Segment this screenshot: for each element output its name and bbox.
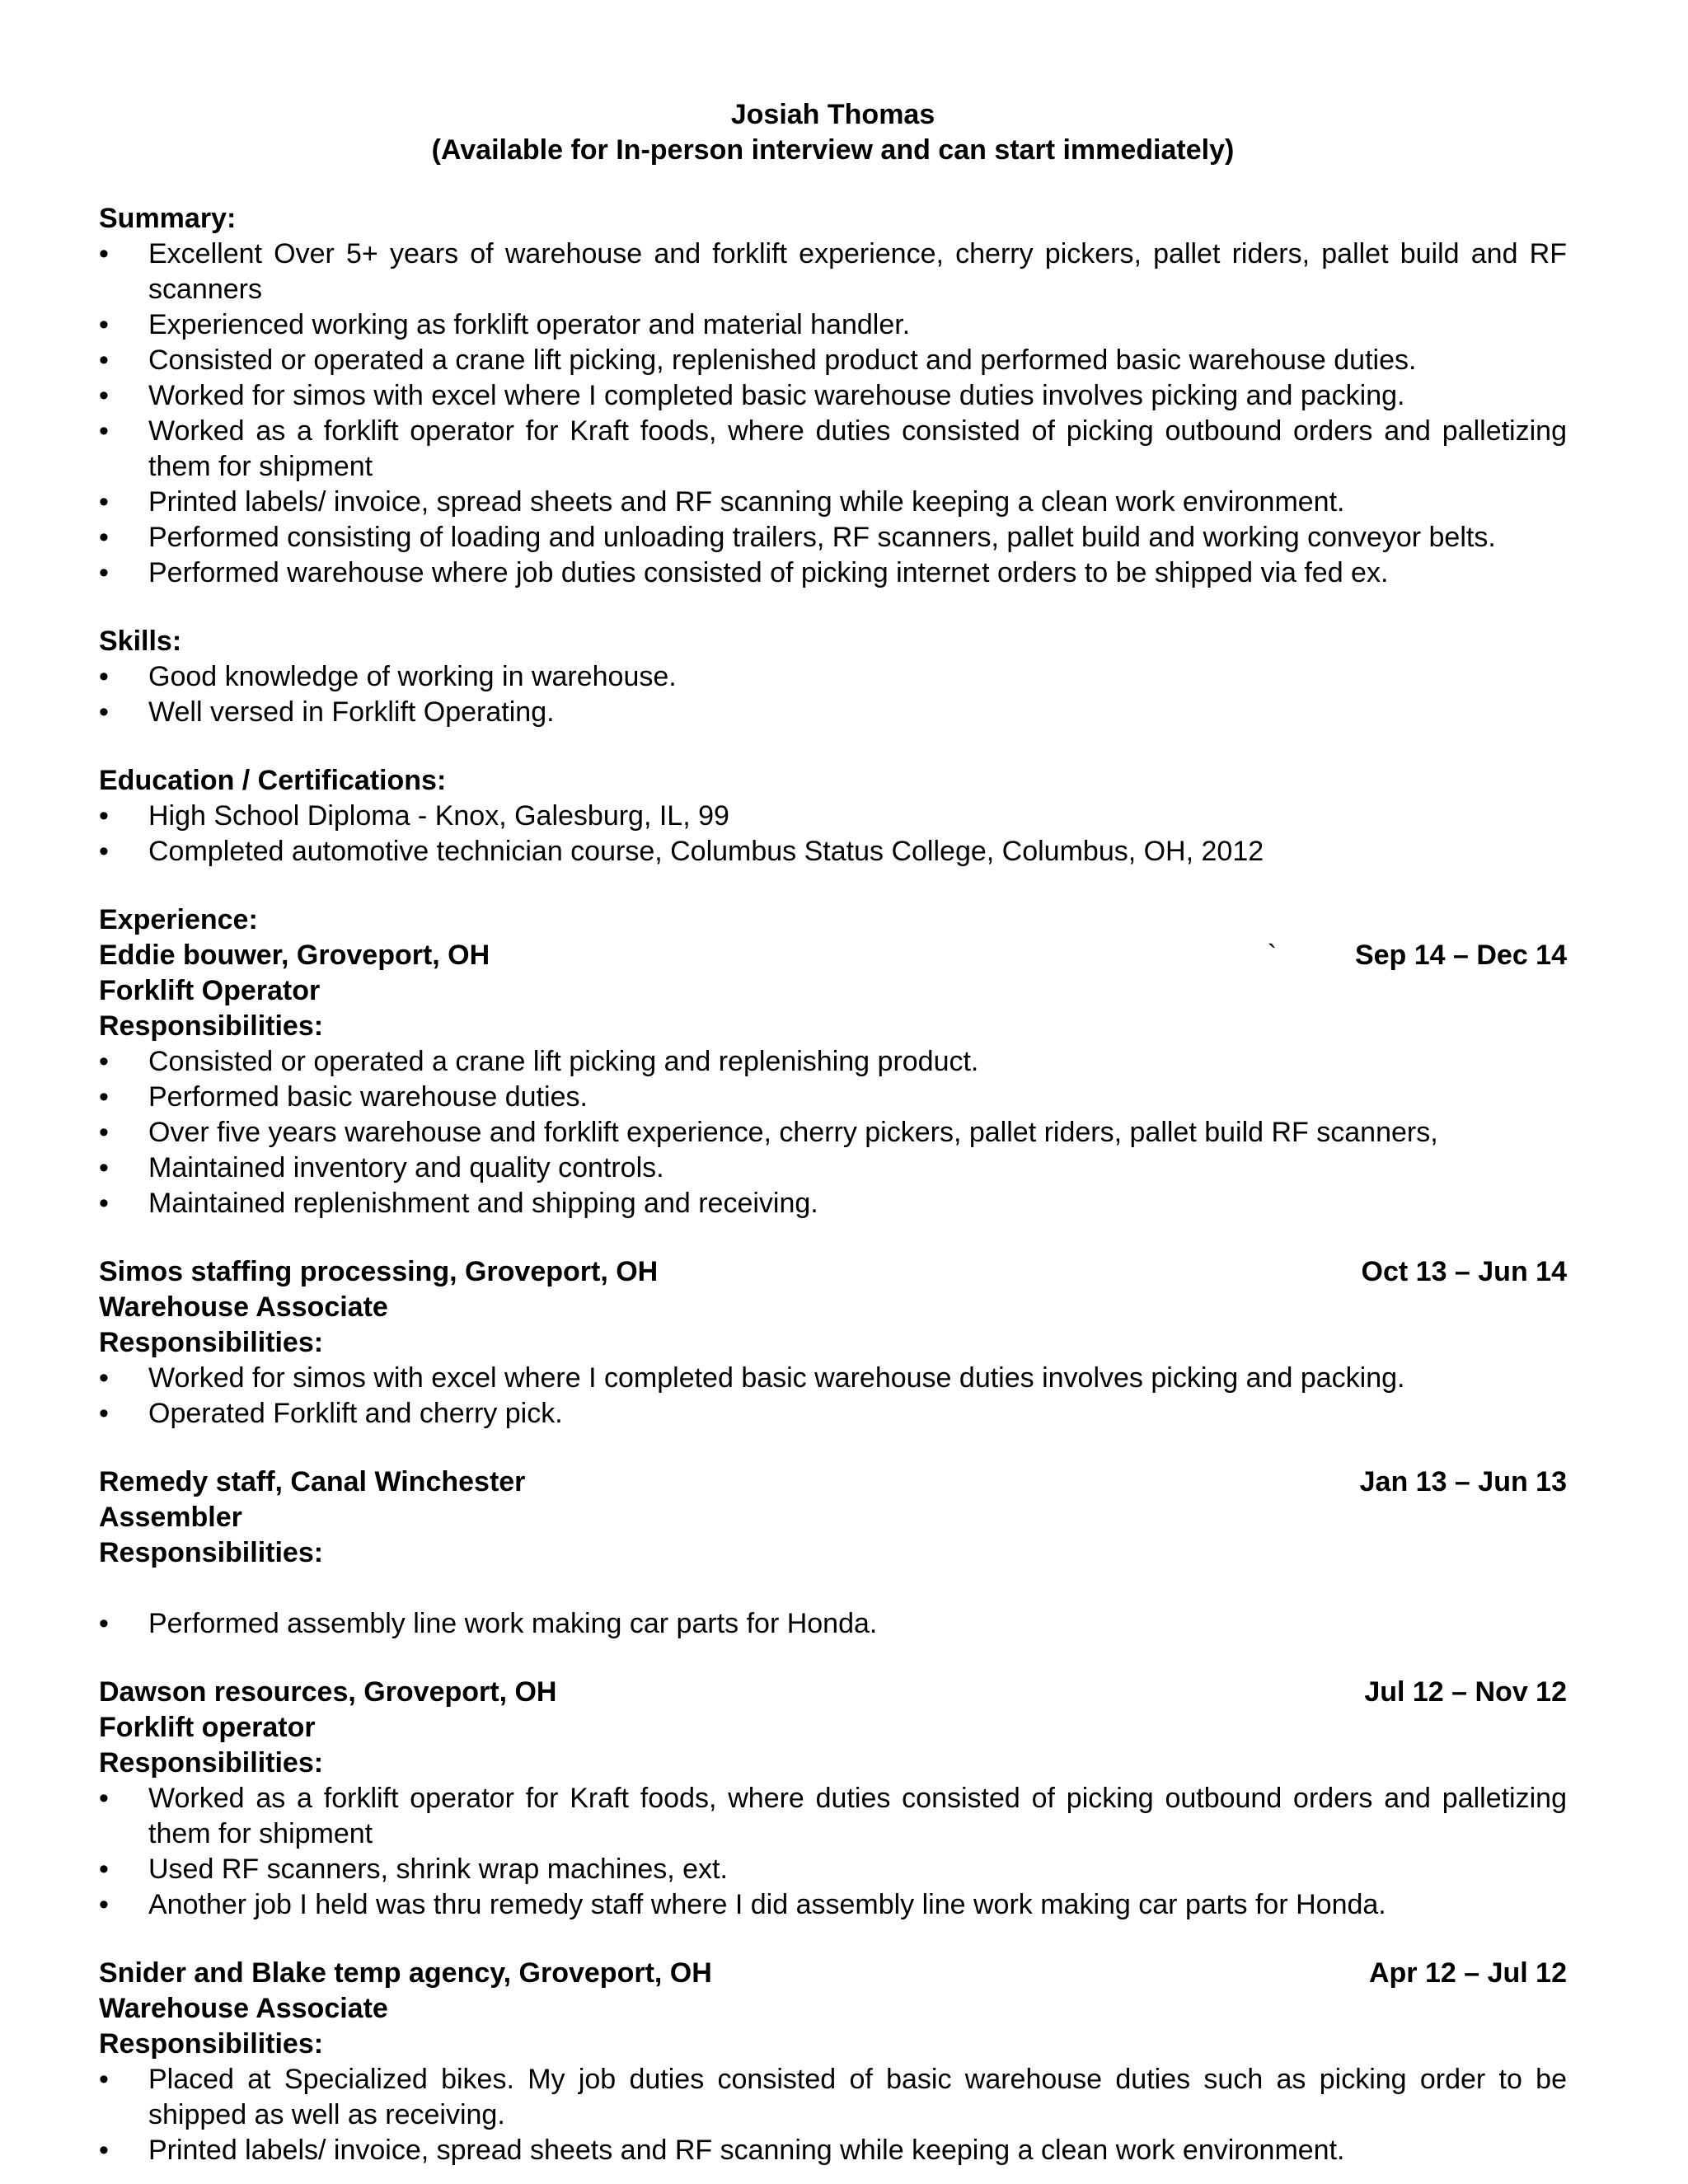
responsibilities-list [99, 1044, 1567, 1221]
responsibilities-label: Responsibilities: [99, 1010, 324, 1042]
education-heading: Education / Certifications: [99, 765, 447, 796]
responsibilities-label: Responsibilities: [99, 2028, 324, 2060]
education-section [99, 763, 1567, 869]
list-item: • Placed at Specialized bikes. My job duties consisted of basic warehouse duties such as picking order to be shipped as well as receiving. [99, 2062, 1567, 2133]
job-role: Forklift operator [99, 1712, 316, 1743]
job-date-group [1268, 938, 1567, 973]
skills-heading: Skills: [99, 626, 182, 657]
responsibilities-label: Responsibilities: [99, 1537, 324, 1568]
skills-list [99, 659, 1567, 730]
candidate-name: Josiah Thomas [730, 99, 935, 130]
list-item: • Another job I held was thru remedy staff where I did assembly line work making car parts for Honda. [99, 1887, 1567, 1923]
responsibilities-list [99, 1781, 1567, 1923]
job-header [99, 1956, 1567, 1991]
responsibilities-label: Responsibilities: [99, 1327, 324, 1358]
list-item: • Well versed in Forklift Operating. [99, 695, 1567, 730]
job-dates: Sep 14 – Dec 14 [1354, 940, 1567, 971]
spacer [99, 1571, 1567, 1606]
responsibilities-label: Responsibilities: [99, 1747, 324, 1779]
job-company: Dawson resources, Groveport, OH [99, 1676, 557, 1708]
job-dates: Apr 12 – Jul 12 [1368, 1957, 1567, 1989]
list-item: • Consisted or operated a crane lift picking, replenished product and performed basic warehouse duties. [99, 343, 1567, 378]
stray-mark: ` [1267, 940, 1277, 971]
job-company: Eddie bouwer, Groveport, OH [99, 940, 490, 971]
list-item: • Consisted or operated a crane lift picking and replenishing product. [99, 1044, 1567, 1080]
list-item: • Maintained replenishment and shipping and receiving. [99, 1186, 1567, 1221]
list-item: • Performed basic warehouse duties. [99, 1080, 1567, 1115]
list-item: • Printed labels/ invoice, spread sheets and RF scanning while keeping a clean work environment. [99, 485, 1567, 520]
job-role: Warehouse Associate [99, 1291, 388, 1323]
responsibilities-list [99, 1606, 1567, 1642]
job-entry [99, 1675, 1567, 1923]
responsibilities-list [99, 1361, 1567, 1432]
job-company: Simos staffing processing, Groveport, OH [99, 1256, 659, 1287]
job-header [99, 1675, 1567, 1710]
job-dates: Jan 13 – Jun 13 [1359, 1466, 1567, 1497]
job-dates: Jul 12 – Nov 12 [1364, 1676, 1567, 1708]
list-item: • Performed assembly line work making car parts for Honda. [99, 1606, 1567, 1642]
list-item: • Printed labels/ invoice, spread sheets and RF scanning while keeping a clean work environment. [99, 2133, 1567, 2168]
list-item: • Performed consisting of loading and unloading trailers, RF scanners, pallet build and working conveyor belts. [99, 520, 1567, 555]
job-company: Remedy staff, Canal Winchester [99, 1466, 526, 1497]
skills-section [99, 624, 1567, 730]
education-list [99, 799, 1567, 869]
job-entry [99, 1254, 1567, 1432]
responsibilities-list [99, 2062, 1567, 2168]
job-company: Snider and Blake temp agency, Groveport, OH [99, 1957, 712, 1989]
job-role: Assembler [99, 1502, 242, 1533]
job-dates: Oct 13 – Jun 14 [1361, 1256, 1567, 1287]
list-item: • Completed automotive technician course, Columbus Status College, Columbus, OH, 2012 [99, 834, 1567, 869]
job-header [99, 938, 1567, 973]
summary-section [99, 201, 1567, 591]
list-item: • Worked for simos with excel where I completed basic warehouse duties involves picking and packing. [99, 378, 1567, 414]
list-item: • Worked as a forklift operator for Kraft foods, where duties consisted of picking outbound orders and palletizing them for shipment [99, 414, 1567, 485]
summary-list [99, 237, 1567, 591]
job-header [99, 1465, 1567, 1500]
job-entry [99, 1956, 1567, 2168]
list-item: • Good knowledge of working in warehouse. [99, 659, 1567, 695]
job-entry [99, 938, 1567, 1221]
list-item: • High School Diploma - Knox, Galesburg, IL, 99 [99, 799, 1567, 834]
list-item: • Used RF scanners, shrink wrap machines, ext. [99, 1852, 1567, 1887]
list-item: • Excellent Over 5+ years of warehouse and forklift experience, cherry pickers, pallet riders, pallet build and RF scanners [99, 237, 1567, 307]
list-item: • Performed warehouse where job duties consisted of picking internet orders to be shipped via fed ex. [99, 555, 1567, 591]
experience-heading: Experience: [99, 904, 258, 935]
resume-header [99, 97, 1567, 168]
job-role: Warehouse Associate [99, 1993, 388, 2024]
list-item: • Over five years warehouse and forklift experience, cherry pickers, pallet riders, pallet build RF scanners, [99, 1115, 1567, 1151]
list-item: • Worked as a forklift operator for Kraft foods, where duties consisted of picking outbound orders and palletizing them for shipment [99, 1781, 1567, 1852]
job-header [99, 1254, 1567, 1290]
list-item: • Experienced working as forklift operator and material handler. [99, 307, 1567, 343]
list-item: • Worked for simos with excel where I completed basic warehouse duties involves picking and packing. [99, 1361, 1567, 1396]
summary-heading: Summary: [99, 203, 237, 234]
job-entry [99, 1465, 1567, 1642]
list-item: • Operated Forklift and cherry pick. [99, 1396, 1567, 1432]
job-role: Forklift Operator [99, 975, 321, 1006]
list-item: • Maintained inventory and quality controls. [99, 1151, 1567, 1186]
availability-note: (Available for In-person interview and can start immediately) [431, 134, 1235, 166]
experience-section [99, 902, 1567, 2168]
